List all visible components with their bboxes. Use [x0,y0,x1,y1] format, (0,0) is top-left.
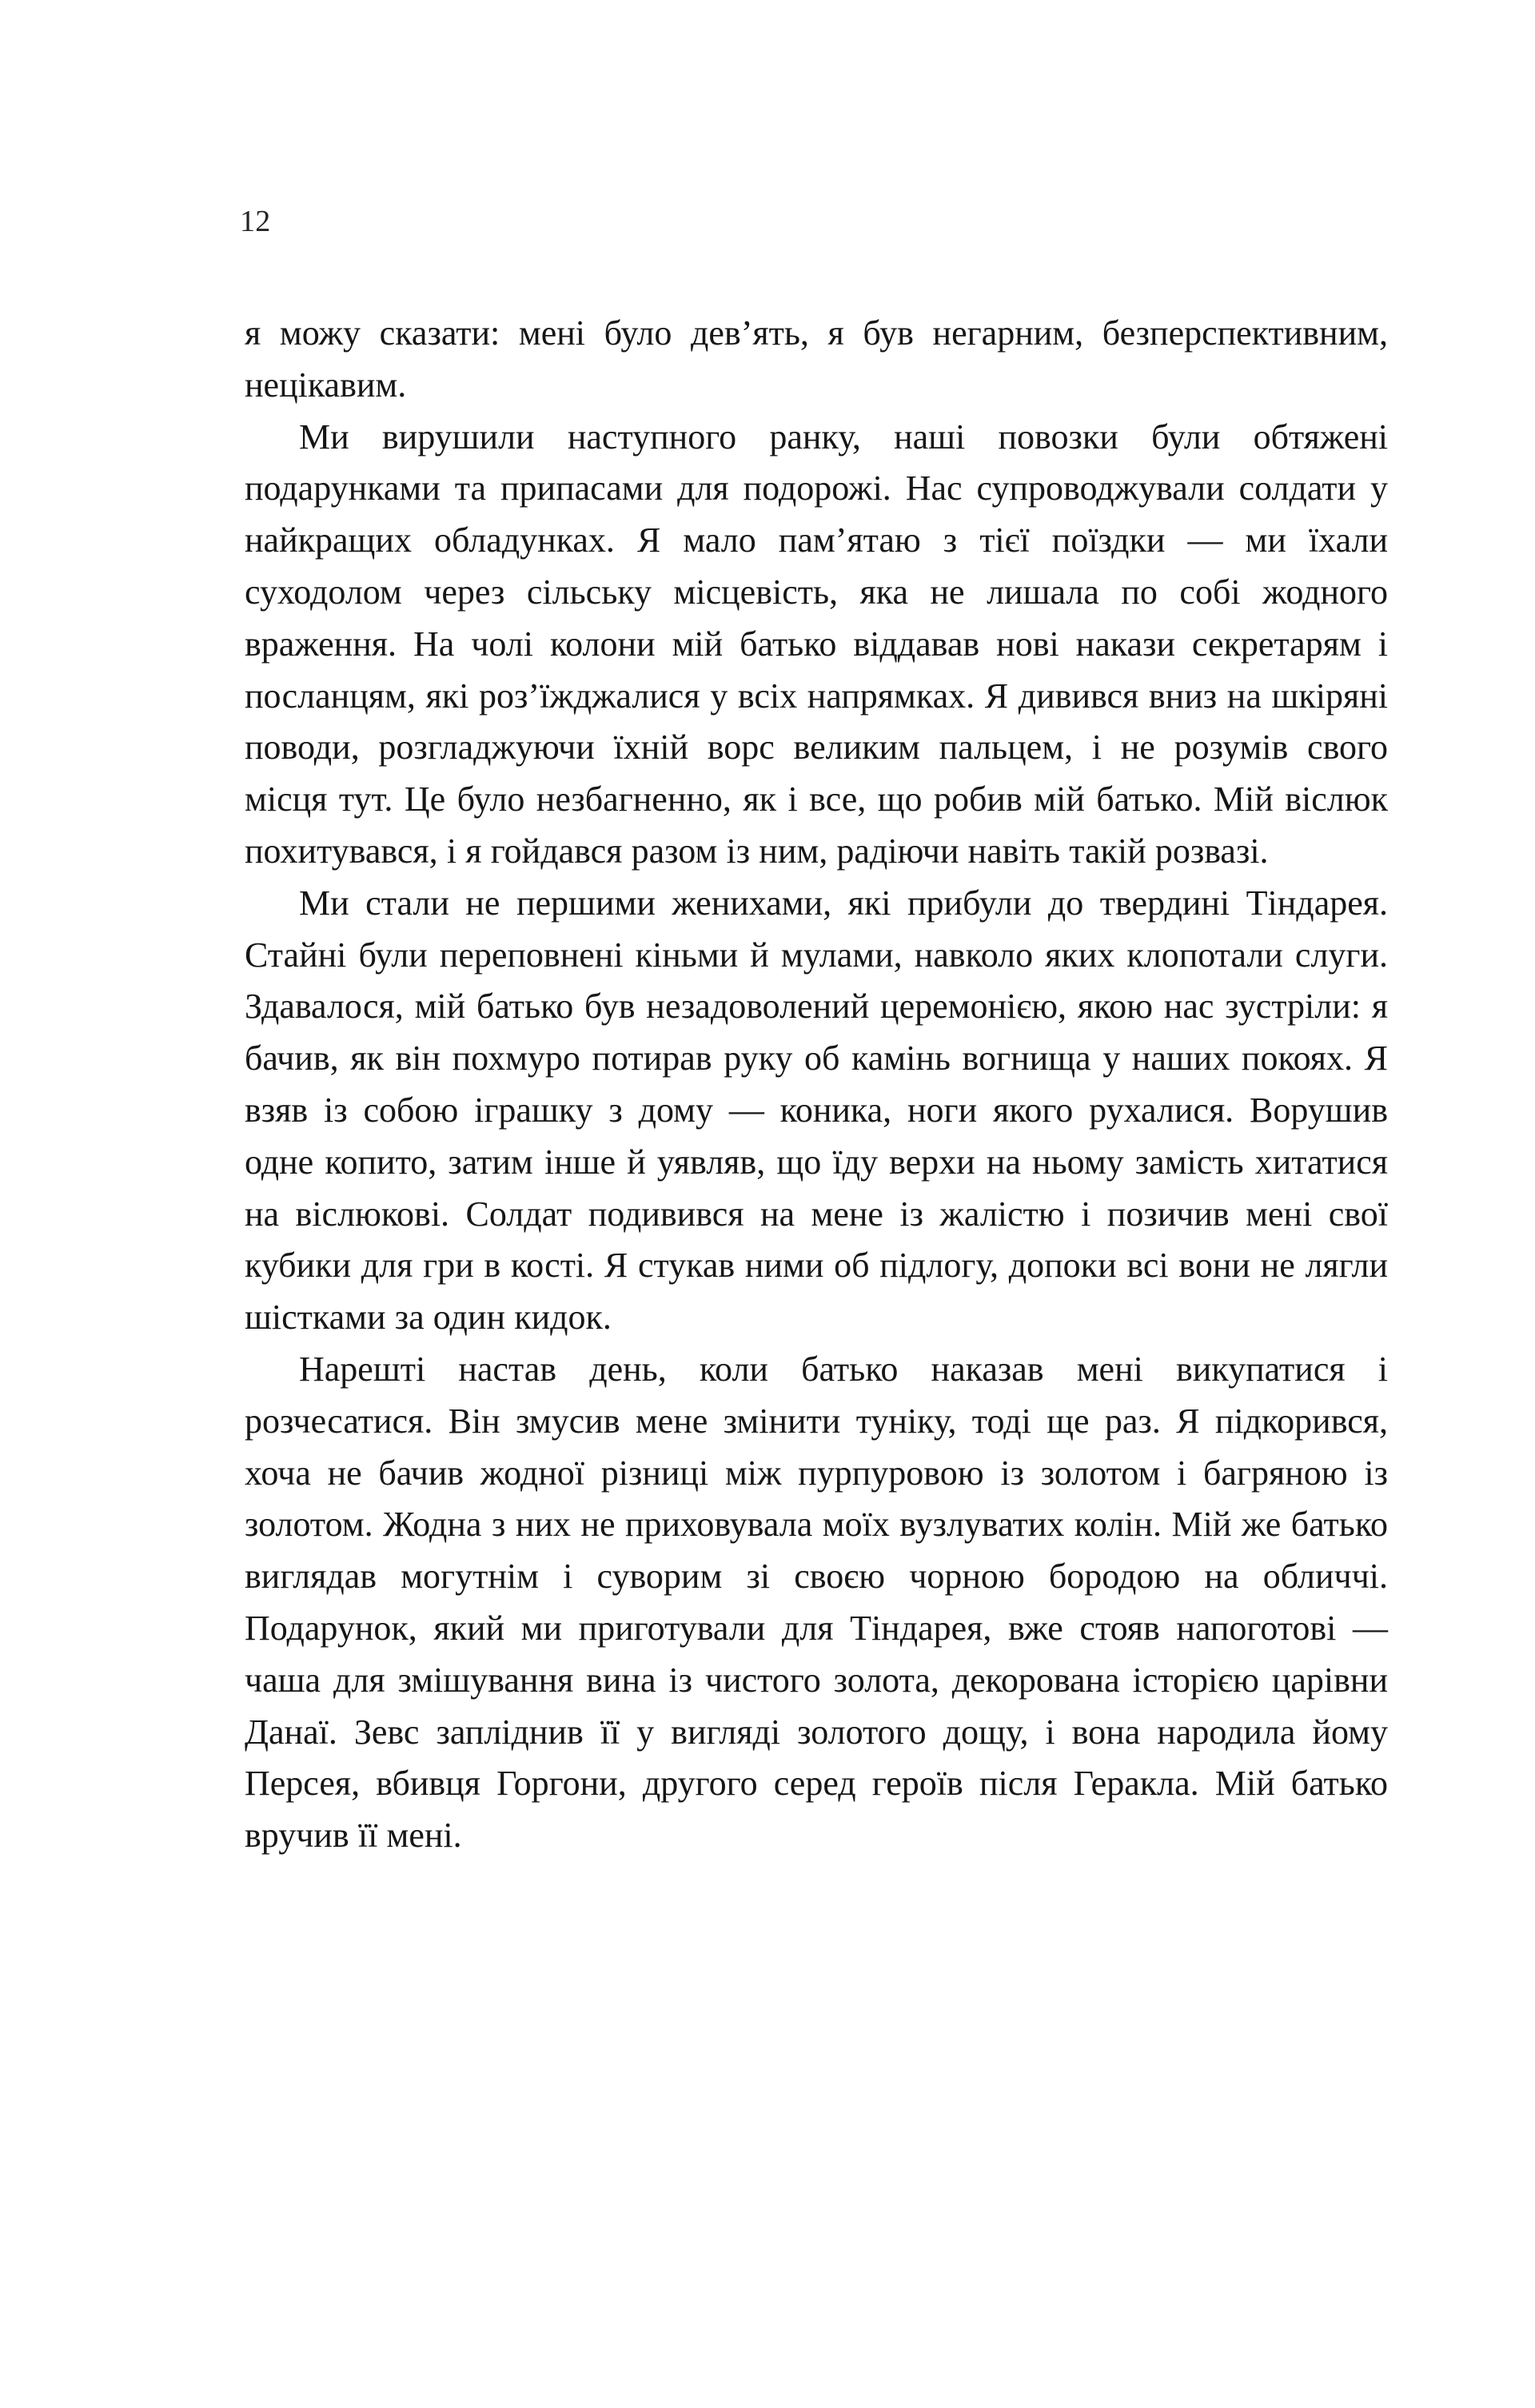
paragraph-4: Нарешті настав день, коли батько наказав мені викупатися і розчесатися. Він змусив мене змінити туніку, тоді ще раз. Я підкорився, хоча не бачив жодної різниці між пурпуровою із золотом і багряною із золотом. Жодна з них не приховувала моїх вузлуватих колін. Мій же батько виглядав могутнім і суворим зі своєю чорною бородою на обличчі. Подарунок, який ми приготували для Тіндарея, вже стояв напоготові — чаша для змішування вина із чистого золота, декорована історією царівни Данаї. Зевс запліднив її у вигляді золотого дощу, і вона народила йому Персея, вбивця Горгони, другого серед героїв після Геракла. Мій батько вручив її мені. [245,1349,1388,1856]
paragraph-1: я можу сказати: мені було дев’ять, я був негарним, безперспективним, нецікавим. [245,313,1388,405]
paragraph-2: Ми вирушили наступного ранку, наші повозки були обтяжені подарунками та припасами для подорожі. Нас супроводжували солдати у найкращих обладунках. Я мало пам’ятаю з тієї поїздки — ми їхали суходолом через сільську місцевість, яка не лишала по собі жодного враження. На чолі колони мій батько віддавав нові накази секретарям і посланцям, які роз’їжджалися у всіх напрямках. Я дивився вниз на шкіряні поводи, розгладжуючи їхній ворс великим пальцем, і не розумів свого місця тут. Це було незбагненно, як і все, що робив мій батько. Мій віслюк похитувався, і я гойдався разом із ним, радіючи навіть такій розвазі. [245,417,1388,871]
page-number: 12 [240,205,271,238]
paragraph-3: Ми стали не першими женихами, які прибули до твердині Тіндарея. Стайні були переповнені кіньми й мулами, навколо яких клопотали слуги. Здавалося, мій батько був незадоволений церемонією, якою нас зустріли: я бачив, як він похмуро потирав руку об камінь вогнища у наших покоях. Я взяв із собою іграшку з дому — коника, ноги якого рухалися. Ворушив одне копито, затим інше й уявляв, що їду верхи на ньому замість хитатися на віслюкові. Солдат подивився на мене із жалістю і позичив мені свої кубики для гри в кості. Я стукав ними об підлогу, допоки всі вони не лягли шістками за один кидок. [245,883,1388,1338]
page-text-block [245,308,1388,1862]
